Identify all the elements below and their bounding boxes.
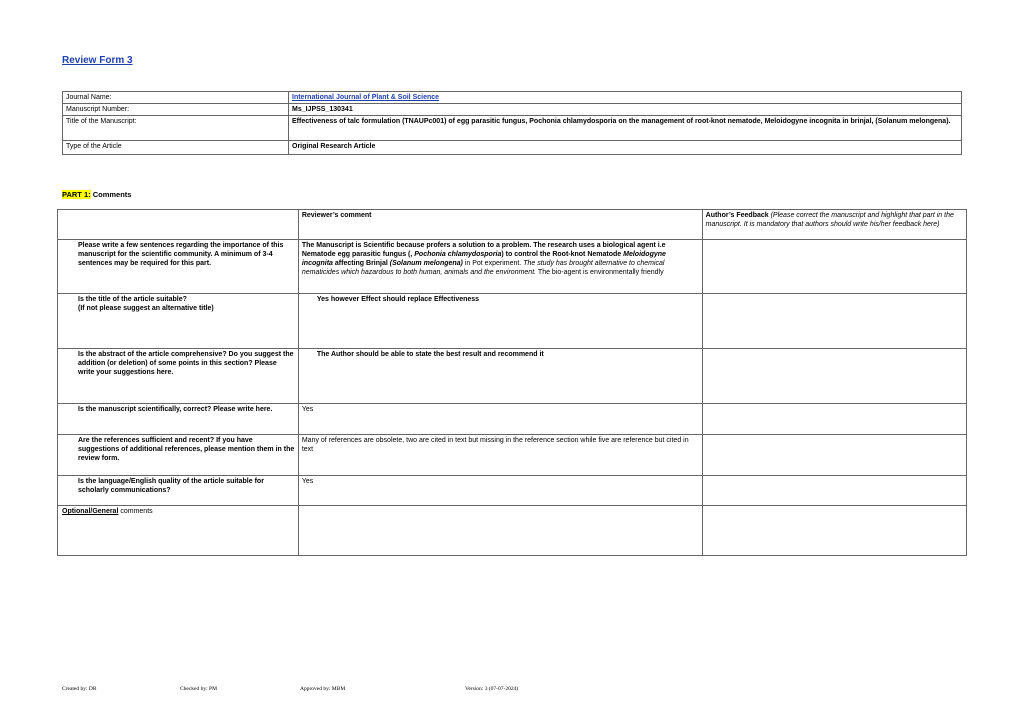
- reviewer-comment-importance[interactable]: [298, 240, 702, 294]
- article-type-row: [63, 141, 962, 155]
- part1-suffix: Comments: [90, 190, 132, 199]
- reviewer-comment-optional[interactable]: [298, 506, 702, 556]
- r1-part-f: (Solanum melongena): [389, 260, 463, 267]
- r1-part-e: affecting Brinjal: [332, 260, 390, 267]
- comment-row-abstract: [58, 349, 967, 404]
- r1-part-c: ) to control the Root-knot Nematode: [501, 251, 624, 258]
- question-scientific: Is the manuscript scientifically, correct? Please write here.: [58, 404, 299, 435]
- author-feedback-header: [702, 210, 966, 240]
- r1-part-b: Pochonia chlamydosporia: [414, 251, 502, 258]
- comment-row-language: [58, 476, 967, 506]
- r1-part-h: The study has brought alternative to chemical nematicides which hazardous to both human, animals and the environment.: [301, 260, 665, 276]
- header-blank-cell: [58, 210, 299, 240]
- footer-created: Created by: DR: [62, 686, 97, 692]
- question-language: Is the language/English quality of the article suitable for scholarly communications?: [58, 476, 299, 506]
- author-feedback-importance[interactable]: [702, 240, 966, 294]
- reviewer-comment-abstract[interactable]: The Author should be able to state the best result and recommend it: [298, 349, 702, 404]
- article-type-label: Type of the Article: [63, 141, 289, 155]
- question-importance: Please write a few sentences regarding the importance of this manuscript for the scientific community. A minimum of 3-4 sentences may be required for this part.: [58, 240, 299, 294]
- footer-version: Version: 3 (07-07-2024): [465, 686, 519, 692]
- footer-checked: Checked by: PM: [180, 686, 217, 692]
- manuscript-number-value: Ms_IJPSS_130341: [289, 104, 962, 116]
- comments-header-row: [58, 210, 967, 240]
- reviewer-comment-scientific[interactable]: Yes: [298, 404, 702, 435]
- journal-name-link[interactable]: International Journal of Plant & Soil Science: [292, 94, 440, 101]
- article-type-value: Original Research Article: [289, 141, 962, 155]
- r1-part-a: The Manuscript is Scientific because profers a solution to a problem. The research uses a biological agent i.e Nematode egg parasitic fungus (,: [301, 242, 666, 258]
- journal-name-label: Journal Name:: [63, 92, 289, 104]
- optional-general-label: [58, 506, 299, 556]
- r1-part-d: Meloidogyne incognita: [301, 251, 666, 267]
- comments-table: [57, 209, 967, 556]
- optional-general-suffix: comments: [118, 508, 153, 515]
- r1-part-g: in Pot experiment.: [462, 260, 524, 267]
- r1-part-i: The bio-agent is environmentally friendly: [536, 269, 664, 276]
- author-feedback-abstract[interactable]: [702, 349, 966, 404]
- comment-row-scientific: [58, 404, 967, 435]
- journal-name-cell: [289, 92, 962, 104]
- comment-row-optional: [58, 506, 967, 556]
- manuscript-number-row: [63, 104, 962, 116]
- author-feedback-language[interactable]: [702, 476, 966, 506]
- comment-row-title: [58, 294, 967, 349]
- journal-name-row: [63, 92, 962, 104]
- manuscript-title-label: Title of the Manuscript:: [63, 116, 289, 141]
- manuscript-info-table: [62, 91, 962, 155]
- footer-approved: Approved by: MBM: [300, 686, 346, 692]
- manuscript-title-row: [63, 116, 962, 141]
- optional-general-title: Optional/General: [62, 508, 119, 515]
- comment-row-references: [58, 435, 967, 476]
- reviewer-comment-header: Reviewer’s comment: [298, 210, 702, 240]
- author-feedback-optional[interactable]: [702, 506, 966, 556]
- manuscript-title-value: Effectiveness of talc formulation (TNAUPc001) of egg parasitic fungus, Pochonia chlamydosporia on the management of root-knot nematode, Meloidogyne incognita in brinjal, (Solanum melongena).: [289, 116, 962, 141]
- form-title: Review Form 3: [62, 55, 133, 66]
- author-feedback-title: Author’s Feedback: [705, 212, 769, 219]
- comment-row-importance: [58, 240, 967, 294]
- question-abstract: Is the abstract of the article comprehensive? Do you suggest the addition (or deletion) of some points in this section? Please write your suggestions here.: [58, 349, 299, 404]
- question-references: Are the references sufficient and recent? If you have suggestions of additional references, please mention them in the review form.: [58, 435, 299, 476]
- manuscript-number-label: Manuscript Number:: [63, 104, 289, 116]
- author-feedback-scientific[interactable]: [702, 404, 966, 435]
- author-feedback-title-row[interactable]: [702, 294, 966, 349]
- reviewer-comment-references[interactable]: Many of references are obsolete, two are cited in text but missing in the reference section while five are reference but cited in text: [298, 435, 702, 476]
- question-title: Is the title of the article suitable? (If not please suggest an alternative title): [58, 294, 299, 349]
- part1-heading: [62, 190, 131, 199]
- author-feedback-references[interactable]: [702, 435, 966, 476]
- author-feedback-note: (Please correct the manuscript and highlight that part in the manuscript. It is mandatory that authors should write his/her feedback here): [705, 212, 954, 228]
- part1-label: PART 1:: [62, 190, 91, 199]
- reviewer-comment-title[interactable]: Yes however Effect should replace Effectiveness: [298, 294, 702, 349]
- reviewer-comment-language[interactable]: Yes: [298, 476, 702, 506]
